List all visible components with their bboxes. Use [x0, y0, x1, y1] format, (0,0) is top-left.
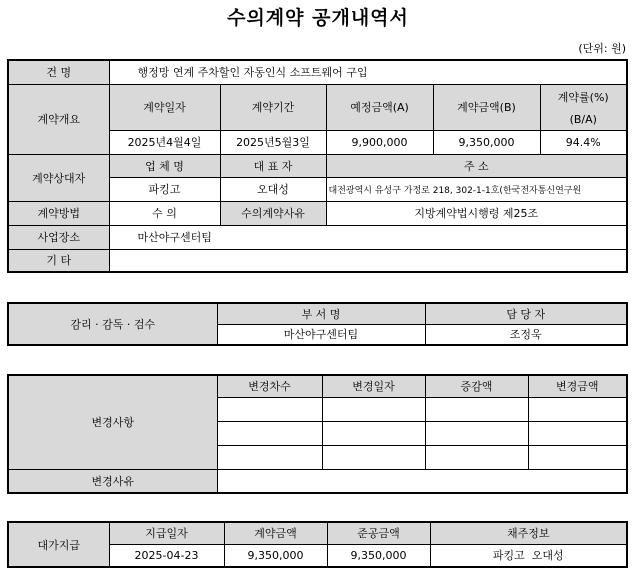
ceo-name: 오대성 [220, 177, 326, 201]
payment-label: 대가지급 [8, 522, 109, 567]
dept-name: 마산야구센터팀 [217, 324, 425, 345]
changes-table [7, 374, 628, 494]
col-amount: 계약금액(B) [433, 84, 540, 130]
change-cell [322, 397, 425, 421]
unit-note: (단위: 원) [578, 42, 626, 55]
change-cell [217, 421, 322, 445]
changes-label: 변경사항 [8, 375, 217, 469]
contract-method: 수 의 [109, 201, 220, 225]
col-dept: 부 서 명 [217, 303, 425, 324]
change-cell [528, 445, 627, 469]
contract-reason: 지방계약법시행령 제25조 [326, 201, 627, 225]
col-pay-complete: 준공금액 [327, 522, 430, 544]
supervision-label: 감리 · 감독 · 검수 [8, 303, 217, 345]
contract-rate: 94.4% [540, 130, 627, 154]
party-label: 계약상대자 [8, 154, 109, 201]
change-cell [425, 421, 528, 445]
contract-table [7, 59, 628, 273]
col-estimate: 예정금액(A) [326, 84, 433, 130]
col-rate-sub: (B/A) [569, 112, 597, 126]
change-cell [217, 445, 322, 469]
contract-amount: 9,350,000 [433, 130, 540, 154]
change-cell [528, 397, 627, 421]
change-cell [217, 397, 322, 421]
change-cell [425, 445, 528, 469]
col-rate [540, 84, 627, 130]
supervision-table [7, 302, 628, 346]
col-pay-date: 지급일자 [109, 522, 224, 544]
pay-complete-amount: 9,350,000 [327, 544, 430, 567]
business-place: 마산야구센터팀 [109, 225, 627, 249]
change-reason-value [217, 469, 627, 493]
page-title: 수의계약 공개내역서 [227, 7, 409, 29]
contract-date: 2025년4월4일 [109, 130, 220, 154]
col-address: 주 소 [326, 154, 627, 177]
change-cell [425, 397, 528, 421]
summary-label: 계약개요 [8, 84, 109, 154]
col-contract-period: 계약기간 [220, 84, 326, 130]
etc-value [109, 249, 627, 272]
col-pay-contract: 계약금액 [224, 522, 327, 544]
col-change-delta: 증감액 [425, 375, 528, 397]
contract-name-label: 건 명 [8, 60, 109, 84]
person-name: 조정욱 [425, 324, 627, 345]
contract-name-value: 행정망 연계 주차할인 자동인식 소프트웨어 구입 [109, 60, 627, 84]
change-cell [322, 421, 425, 445]
estimate-amount: 9,900,000 [326, 130, 433, 154]
place-label: 사업장소 [8, 225, 109, 249]
reason-label: 수의계약사유 [220, 201, 326, 225]
col-change-amount: 변경금액 [528, 375, 627, 397]
change-cell [322, 445, 425, 469]
col-contract-date: 계약일자 [109, 84, 220, 130]
col-company: 업 체 명 [109, 154, 220, 177]
change-reason-label: 변경사유 [8, 469, 217, 493]
col-ceo: 대 표 자 [220, 154, 326, 177]
payment-table [7, 521, 628, 568]
col-rate-label: 계약률(%) [557, 90, 609, 104]
contract-period: 2025년5월3일 [220, 130, 326, 154]
etc-label: 기 타 [8, 249, 109, 272]
company-name: 파킹고 [109, 177, 220, 201]
method-label: 계약방법 [8, 201, 109, 225]
col-pay-claim: 채주정보 [430, 522, 627, 544]
pay-date: 2025-04-23 [109, 544, 224, 567]
company-address: 대전광역시 유성구 가정로 218, 302-1-1호(한국전자통신연구원 [326, 177, 627, 201]
col-change-date: 변경일자 [322, 375, 425, 397]
pay-claim-info: 파킹고 오대성 [430, 544, 627, 567]
pay-contract-amount: 9,350,000 [224, 544, 327, 567]
col-person: 담 당 자 [425, 303, 627, 324]
change-cell [528, 421, 627, 445]
col-change-round: 변경차수 [217, 375, 322, 397]
